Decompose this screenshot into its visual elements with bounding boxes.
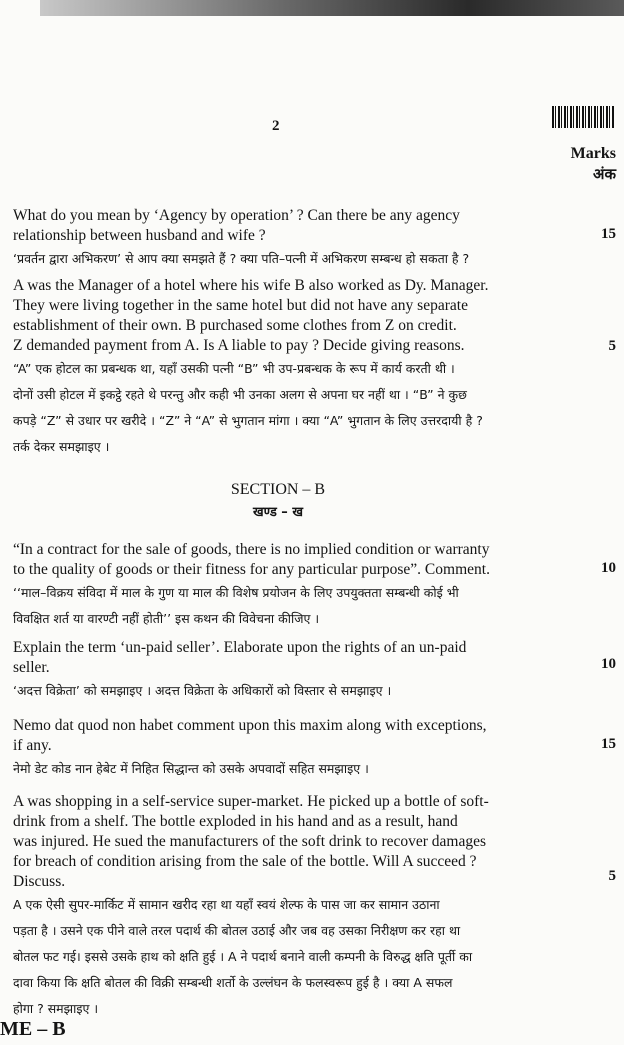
question-1	[13, 206, 577, 272]
question-5	[13, 716, 577, 782]
question-2-en-line: A was the Manager of a hotel where his wife B also worked as Dy. Manager.	[13, 277, 489, 294]
question-2-marks: 5	[608, 338, 616, 354]
question-2-en-line: Z demanded payment from A. Is A liable to pay ? Decide giving reasons.	[13, 337, 465, 354]
question-5-marks: 15	[601, 736, 616, 752]
question-1-en-line: relationship between husband and wife ?	[13, 227, 266, 244]
question-2	[13, 276, 577, 460]
question-6-marks: 5	[608, 868, 616, 884]
question-6-en-line: was injured. He sued the manufacturers of the soft drink to recover damages	[13, 833, 487, 850]
question-2-hi-line: “A” एक होटल का प्रबन्धक था, यहाँ उसकी पत्नी “B” भी उप-प्रबन्धक के रूप में कार्य करती थी ।	[13, 361, 455, 376]
question-5-hi-line: नेमो डेट कोड नान हेबेट में निहित सिद्धान्त को उसके अपवादों सहित समझाइए ।	[13, 761, 369, 776]
barcode	[552, 106, 614, 128]
question-1-en-line: What do you mean by ‘Agency by operation’ ? Can there be any agency	[13, 207, 460, 224]
question-6-hi-line: बोतल फट गई। इससे उसके हाथ को क्षति हुई । A ने पदार्थ बनाने वाली कम्पनी के विरुद्ध क्षति पूर्ती का	[13, 949, 473, 964]
question-2-hi-line: कपड़े “Z” से उधार पर खरीदे । “Z” ने “A” से भुगतान मांगा । क्या “A” भुगतान के लिए उत्तरदायी है ?	[13, 413, 483, 428]
question-6-en	[13, 792, 577, 892]
question-6-en-line: drink from a shelf. The bottle exploded in his hand and as a result, hand	[13, 813, 458, 830]
scan-top-edge	[0, 0, 624, 16]
question-1-en	[13, 206, 577, 246]
question-3-en	[13, 540, 577, 580]
question-4-en-line: Explain the term ‘un-paid seller’. Elaborate upon the rights of an un-paid	[13, 639, 467, 656]
question-5-en	[13, 716, 577, 756]
marks-header-hi: अंक	[593, 167, 616, 183]
question-6-en-line: for breach of condition arising from the sale of the bottle. Will A succeed ?	[13, 853, 477, 870]
question-6	[13, 792, 577, 1022]
question-5-en-line: if any.	[13, 737, 52, 754]
question-4-marks: 10	[601, 656, 616, 672]
question-6-en-line: Discuss.	[13, 873, 66, 890]
question-1-marks: 15	[601, 226, 616, 242]
question-6-hi-line: होगा ? समझाइए ।	[13, 1001, 99, 1016]
scan-corner	[0, 0, 40, 16]
question-3	[13, 540, 577, 632]
question-2-en	[13, 276, 577, 356]
question-3-marks: 10	[601, 560, 616, 576]
question-6-hi-line: पड़ता है । उसने एक पीने वाले तरल पदार्थ की बोतल उठाई और जब वह उसका निरीक्षण कर रहा था	[13, 923, 461, 938]
question-4	[13, 638, 577, 704]
question-6-en-line: A was shopping in a self-service super-market. He picked up a bottle of soft-	[13, 793, 489, 810]
section-title-hi: खण्ड – ख	[253, 505, 303, 520]
question-5-en-line: Nemo dat quod non habet comment upon this maxim along with exceptions,	[13, 717, 487, 734]
question-6-hi	[13, 892, 577, 1022]
marks-header-en: Marks	[570, 145, 616, 162]
question-2-hi-line: तर्क देकर समझाइए ।	[13, 439, 110, 454]
question-4-en-line: seller.	[13, 659, 50, 676]
question-3-hi-line: ‘‘माल–विक्रय संविदा में माल के गुण या माल की विशेष प्रयोजन के लिए उपयुक्तता सम्बन्धी कोई भी	[13, 585, 459, 600]
question-3-hi-line: विवक्षित शर्त या वारण्टी नहीं होती’’ इस कथन की विवेचना कीजिए ।	[13, 611, 320, 626]
question-2-en-line: They were living together in the same hotel but did not have any separate	[13, 297, 468, 314]
question-6-hi-line: A एक ऐसी सुपर-मार्किट में सामान खरीद रहा था यहाँ स्वयं शेल्फ के पास जा कर सामान उठाना	[13, 897, 440, 912]
question-1-hi	[13, 246, 577, 272]
question-1-hi-line: ‘प्रवर्तन द्वारा अभिकरण’ से आप क्या समझते हैं ? क्या पति–पत्नी में अभिकरण सम्बन्ध हो सकता है ?	[13, 251, 470, 266]
question-2-hi	[13, 356, 577, 460]
page-number: 2	[272, 118, 280, 134]
question-2-hi-line: दोनों उसी होटल में इकट्ठे रहते थे परन्तु और कही भी उनका अलग से अपना घर नहीं था । “B” ने कुछ	[13, 387, 467, 402]
paper-code-footer: ME – B	[0, 1018, 66, 1040]
question-3-hi	[13, 580, 577, 632]
question-2-en-line: establishment of their own. B purchased some clothes from Z on credit.	[13, 317, 457, 334]
question-6-hi-line: दावा किया कि क्षति बोतल की विक्री सम्बन्धी शर्तो के उल्लंघन के फलस्वरूप हुई है । क्या A सफल	[13, 975, 453, 990]
question-3-en-line: “In a contract for the sale of goods, there is no implied condition or warranty	[13, 541, 490, 558]
question-5-hi	[13, 756, 577, 782]
question-4-en	[13, 638, 577, 678]
question-3-en-line: to the quality of goods or their fitness for any particular purpose”. Comment.	[13, 561, 490, 578]
question-4-hi	[13, 678, 577, 704]
question-4-hi-line: ‘अदत्त विक्रेता’ को समझाइए । अदत्त विक्रेता के अधिकारों को विस्तार से समझाइए ।	[13, 683, 392, 698]
section-title-en: SECTION – B	[230, 481, 326, 498]
